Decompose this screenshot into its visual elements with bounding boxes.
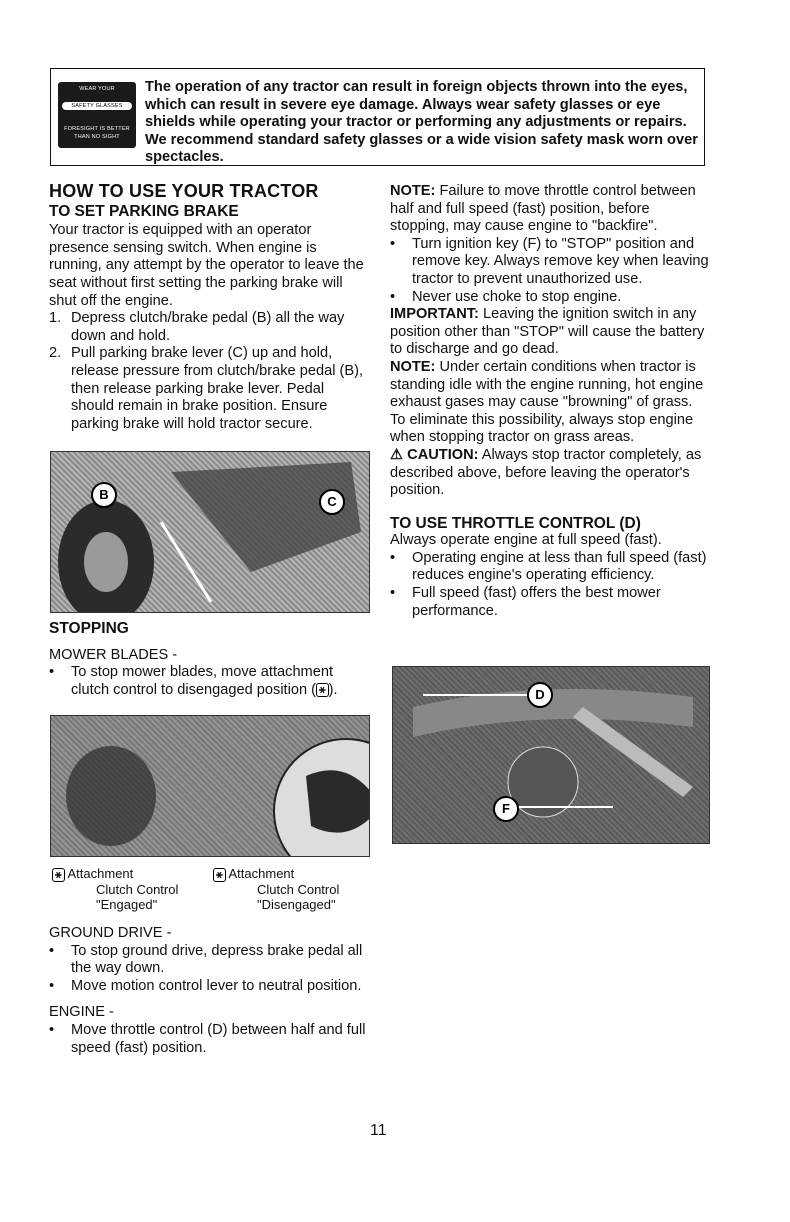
throttle-list xyxy=(390,550,710,620)
step-text: Pull parking brake lever (C) up and hold, release pressure from clutch/brake pedal (B), then release parking brake lever. Pedal should remain in brake position. Ensure parking brake will hold tractor secure. xyxy=(71,345,364,432)
parking-brake-steps xyxy=(49,310,371,433)
right-column xyxy=(390,183,710,620)
bullet-mark: • xyxy=(49,977,55,994)
bullet-mark: • xyxy=(49,942,55,959)
caption-line: "Disengaged" xyxy=(257,896,336,912)
page-number: 11 xyxy=(370,1122,387,1139)
caption-line: Attachment xyxy=(228,866,295,881)
bullet-mark: • xyxy=(49,1021,55,1038)
item-text: To stop ground drive, depress brake pedal all the way down. xyxy=(71,942,363,977)
icon-text-line: FORESIGHT IS BETTER xyxy=(64,126,130,132)
engine-heading: ENGINE - xyxy=(49,1004,114,1021)
note-browning xyxy=(390,359,710,447)
icon-text-line: THAN NO SIGHT xyxy=(74,134,120,140)
parking-brake-heading: TO SET PARKING BRAKE xyxy=(49,202,239,220)
mower-blades-heading: MOWER BLADES - xyxy=(49,646,178,663)
list-item xyxy=(390,289,710,307)
callout-f: F xyxy=(493,796,519,822)
list-item: • To stop mower blades, move attachment clutch control to disengaged position ( ⚹ ). xyxy=(49,664,338,698)
throttle-intro: Always operate engine at full speed (fast). xyxy=(390,532,662,549)
note-text: Failure to move throttle control between half and full speed (fast) position, before stopping, may cause engine to "backfire". xyxy=(390,183,696,235)
caption-line: Clutch Control xyxy=(257,881,340,897)
item-text: To stop mower blades, move attachment clutch control to disengaged position xyxy=(71,664,334,698)
list-item xyxy=(390,585,710,620)
bullet-mark: • xyxy=(390,288,396,305)
bullet-mark: • xyxy=(390,585,396,602)
bullet-mark: • xyxy=(390,235,396,252)
caution-label: CAUTION: xyxy=(407,446,479,463)
photo-illustration xyxy=(51,716,370,857)
parking-brake-photo xyxy=(50,451,370,613)
ground-drive-section xyxy=(49,925,371,1057)
ground-drive-heading: GROUND DRIVE - xyxy=(49,925,172,941)
attachment-clutch-photo xyxy=(50,715,370,857)
icon-text-line: WEAR YOUR xyxy=(79,86,115,92)
note-text: Under certain conditions when tractor is standing idle with the engine running, hot engine exhaust gases may cause "browning" of grass. To eliminate this possibility, always stop engine when stopping tractor on grass areas. xyxy=(390,358,704,446)
clutch-disengaged-icon: ⚹ xyxy=(213,868,226,882)
pedal-shape xyxy=(161,522,211,602)
clutch-engaged-icon: ⚹ xyxy=(52,868,65,882)
important-note xyxy=(390,306,710,359)
callout-c: C xyxy=(319,489,345,515)
wheel-hub-shape xyxy=(84,532,128,592)
note-label: NOTE: xyxy=(390,358,436,375)
steering-shape xyxy=(66,746,156,846)
parking-brake-intro: Your tractor is equipped with an operator presence sensing switch. When engine is running, any attempt by the operator to leave the seat without first setting the parking brake will shut off the engine. xyxy=(49,222,364,309)
note-backfire xyxy=(390,183,710,236)
item-text: Move throttle control (D) between half and full speed (fast) position. xyxy=(71,1021,366,1056)
caption-line: Attachment xyxy=(67,866,134,881)
stop-engine-list xyxy=(390,236,710,306)
disengaged-caption xyxy=(213,866,373,912)
caution-note xyxy=(390,447,710,500)
list-item xyxy=(49,943,371,978)
caution-icon: ⚠ xyxy=(390,446,404,463)
item-text: Full speed (fast) offers the best mower performance. xyxy=(412,585,661,619)
list-item xyxy=(390,236,710,289)
item-text: Operating engine at less than full speed (fast) reduces engine's operating efficiency. xyxy=(412,549,707,584)
bullet-mark: • xyxy=(49,664,55,681)
engaged-caption xyxy=(52,866,202,912)
note-label: NOTE: xyxy=(390,183,436,199)
throttle-heading: TO USE THROTTLE CONTROL (D) xyxy=(390,514,641,532)
caution-text: Always stop tractor completely, as described above, before leaving the operator's position. xyxy=(390,446,702,499)
callout-b: B xyxy=(91,482,117,508)
list-item xyxy=(49,310,371,345)
ground-drive-list xyxy=(49,943,371,996)
list-item xyxy=(49,1022,371,1057)
page-title: HOW TO USE YOUR TRACTOR xyxy=(49,181,319,201)
stopping-heading: STOPPING xyxy=(49,620,129,637)
step-number: 1. xyxy=(49,310,62,327)
item-text: Move motion control lever to neutral position. xyxy=(71,977,362,994)
mower-blades-list xyxy=(49,664,371,699)
item-text: Never use choke to stop engine. xyxy=(412,288,622,305)
important-label: IMPORTANT: xyxy=(390,306,479,323)
bullet-mark: • xyxy=(390,549,396,566)
list-item xyxy=(49,345,371,433)
stopping-section xyxy=(49,620,371,699)
item-text: Turn ignition key (F) to "STOP" position and remove key. Always remove key when leaving tractor to prevent unauthorized use. xyxy=(412,235,709,287)
throttle-photo xyxy=(392,666,710,844)
clutch-disengaged-icon: ⚹ xyxy=(316,683,329,697)
tractor-body-shape xyxy=(171,462,361,572)
photo-illustration xyxy=(51,452,370,613)
caption-line: Clutch Control xyxy=(96,881,179,897)
list-item xyxy=(49,978,371,996)
important-text: Leaving the ignition switch in any position other than "STOP" will cause the battery to discharge and go dead. xyxy=(390,306,705,358)
step-text: Depress clutch/brake pedal (B) all the way down and hold. xyxy=(71,310,345,344)
icon-text-line: SAFETY GLASSES xyxy=(62,102,132,110)
left-column-top xyxy=(49,183,371,433)
safety-warning-text: The operation of any tractor can result in foreign objects thrown into the eyes, which can result in severe eye damage. Always wear safety glasses or eye shields while operating your tractor or performing any adjustments or repairs. We recommend standard safety glasses or a wide vision safety mask worn over spectacles. xyxy=(145,79,698,165)
step-number: 2. xyxy=(49,345,62,362)
engine-list xyxy=(49,1022,371,1057)
callout-d: D xyxy=(527,682,553,708)
safety-glasses-icon xyxy=(58,82,136,148)
list-item xyxy=(390,550,710,585)
caption-line: "Engaged" xyxy=(96,896,158,912)
